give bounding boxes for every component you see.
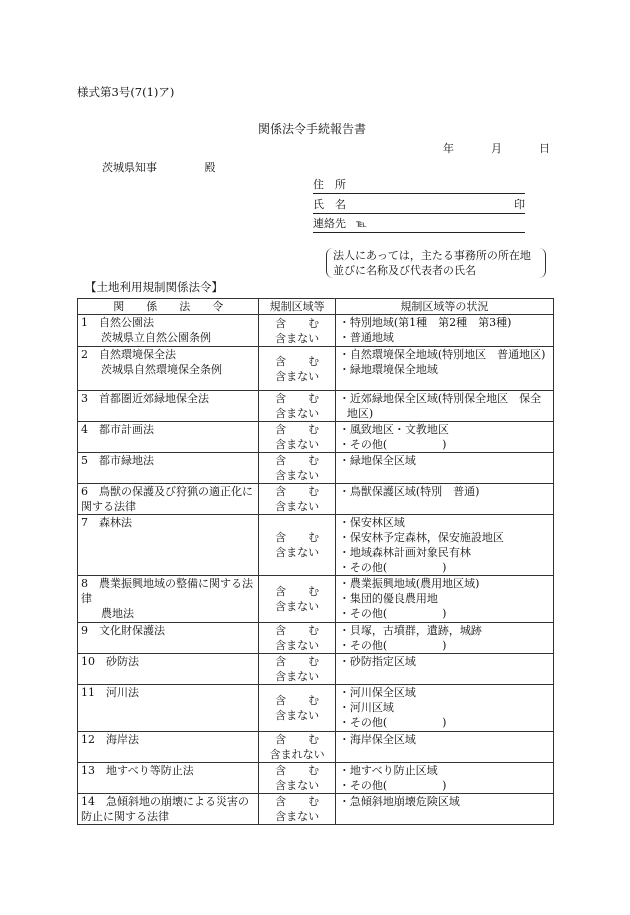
table-row (78, 794, 554, 825)
option-not-contains[interactable]: 含まない (275, 810, 320, 823)
law-cell (78, 515, 259, 576)
law-cell (78, 422, 259, 453)
contact-field[interactable] (313, 216, 525, 233)
option-not-contains[interactable]: 含まない (275, 369, 320, 383)
option-contains[interactable]: 含 む (275, 585, 320, 598)
status-cell (335, 685, 553, 732)
law-cell (78, 347, 259, 391)
option-contains[interactable]: 含 む (275, 733, 320, 746)
law-name: 8 農業振興地域の整備に関する法律 (81, 577, 253, 605)
option-not-contains[interactable]: 含まない (275, 600, 320, 613)
law-name: 2 自然環境保全法 (81, 348, 176, 361)
table-row (78, 315, 554, 347)
table-row (78, 654, 554, 685)
category-cell (259, 654, 335, 685)
area-item: ・その他( ) (338, 607, 447, 620)
law-name: 1 自然公園法 (81, 316, 154, 329)
option-not-contains[interactable]: 含まない (275, 546, 320, 559)
area-item: ・保安林区域 (338, 516, 405, 529)
table-row (78, 623, 554, 654)
area-item: ・近郊緑地保全区域(特別保全地区 保全地区) (338, 392, 542, 420)
status-cell (335, 576, 553, 623)
law-cell (78, 763, 259, 794)
law-name: 3 首都圏近郊緑地保全法 (81, 392, 209, 405)
category-cell (259, 484, 335, 515)
category-cell (259, 347, 335, 391)
date-line (443, 141, 550, 156)
law-cell (78, 484, 259, 515)
table-row (78, 347, 554, 391)
area-item: ・地域森林計画対象民有林 (338, 546, 471, 559)
category-cell (259, 453, 335, 484)
contact-label: 連絡先 ℡ (313, 217, 367, 230)
option-not-contains[interactable]: 含まない (275, 407, 320, 420)
law-name: 9 文化財保護法 (81, 624, 165, 637)
area-item: ・地すべり防止区域 (338, 764, 438, 777)
status-cell (335, 347, 553, 391)
category-cell (259, 422, 335, 453)
option-not-contains[interactable]: 含まない (275, 639, 320, 652)
status-cell (335, 654, 553, 685)
tel-icon: ℡ (356, 219, 367, 230)
table-row (78, 732, 554, 763)
status-cell (335, 623, 553, 654)
area-item: ・その他( ) (338, 779, 447, 792)
law-cell (78, 623, 259, 654)
option-contains[interactable]: 含 む (275, 392, 320, 405)
header-category: 規制区域等 (259, 299, 335, 315)
table-row (78, 763, 554, 794)
status-cell (335, 732, 553, 763)
category-cell (259, 576, 335, 623)
law-cell (78, 453, 259, 484)
area-item: ・急傾斜地崩壊危険区域 (338, 795, 460, 808)
area-item: ・自然環境保全地域(特別地区 普通地区) (338, 348, 546, 361)
option-contains[interactable]: 含 む (275, 694, 320, 707)
option-contains[interactable]: 含 む (275, 485, 320, 498)
law-name: 6 鳥獣の保護及び狩猟の適正化に関する法律 (81, 485, 253, 513)
option-contains[interactable]: 含 む (275, 354, 320, 368)
area-item: ・普通地域 (338, 331, 394, 344)
name-field[interactable] (313, 197, 525, 214)
status-cell (335, 484, 553, 515)
option-contains[interactable]: 含 む (275, 655, 320, 668)
category-cell (259, 515, 335, 576)
law-name: 12 海岸法 (81, 733, 139, 746)
header-law: 関 係 法 令 (78, 299, 259, 315)
law-cell (78, 315, 259, 347)
area-item: ・貝塚，古墳群，遺跡，城跡 (338, 624, 482, 637)
law-sub-name: 茨城県自然環境保全条例 (101, 363, 222, 376)
option-contains[interactable]: 含 む (275, 454, 320, 467)
area-item: ・風致地区・文教地区 (338, 423, 449, 436)
name-label: 氏 名 (313, 198, 346, 211)
category-cell (259, 794, 335, 825)
law-name: 11 河川法 (81, 686, 139, 699)
area-item: ・保安林予定森林，保安施設地区 (338, 531, 504, 544)
addressee-honorific: 殿 (204, 161, 216, 174)
table-row (78, 484, 554, 515)
law-name: 10 砂防法 (81, 655, 139, 668)
area-item: ・緑地環境保全地域 (338, 363, 438, 376)
date-year: 年 (443, 142, 454, 155)
law-name: 14 急傾斜地の崩壊による災害の防止に関する法律 (81, 795, 249, 823)
law-name: 7 森林法 (81, 516, 132, 529)
table-header-row (78, 299, 554, 315)
area-item: ・砂防指定区域 (338, 655, 416, 668)
area-item: ・緑地保全区域 (338, 454, 416, 467)
option-not-contains[interactable]: 含まない (275, 331, 320, 345)
option-contains[interactable]: 含 む (275, 795, 320, 808)
option-not-contains[interactable]: 含まない (275, 709, 320, 722)
option-contains[interactable]: 含 む (275, 316, 320, 330)
area-item: ・その他( ) (338, 639, 447, 652)
status-cell (335, 763, 553, 794)
law-cell (78, 794, 259, 825)
header-status: 規制区域等の状況 (335, 299, 553, 315)
table-row (78, 453, 554, 484)
option-not-contains[interactable]: 含まない (275, 469, 320, 482)
option-not-contains[interactable]: 含まれない (269, 748, 325, 761)
category-cell (259, 623, 335, 654)
option-not-contains[interactable]: 含まない (275, 438, 320, 451)
option-not-contains[interactable]: 含まない (275, 779, 320, 792)
category-cell (259, 732, 335, 763)
section-title: 【土地利用規制関係法令】 (85, 280, 223, 294)
table-body (78, 315, 554, 825)
option-contains[interactable]: 含 む (275, 624, 320, 637)
law-cell (78, 576, 259, 623)
law-table (77, 298, 554, 825)
table-row (78, 422, 554, 453)
addressee-name: 茨城県知事 (102, 161, 157, 174)
law-cell (78, 685, 259, 732)
area-item: ・その他( ) (338, 438, 447, 451)
area-item: ・集団的優良農用地 (338, 592, 438, 605)
category-cell (259, 685, 335, 732)
law-name: 5 都市緑地法 (81, 454, 154, 467)
seal-mark: 印 (514, 198, 525, 211)
law-sub-name: 農地法 (101, 607, 134, 620)
area-item: ・その他( ) (338, 716, 447, 729)
table-row (78, 685, 554, 732)
form-number: 様式第3号(7(1)ア) (77, 85, 175, 99)
option-contains[interactable]: 含 む (275, 423, 320, 436)
corporate-note: 法人にあっては，主たる事務所の所在地並びに名称及び代表者の氏名 (326, 248, 546, 278)
table-row (78, 515, 554, 576)
status-cell (335, 515, 553, 576)
area-item: ・河川保全区域 (338, 686, 416, 699)
status-cell (335, 315, 553, 347)
law-sub-name: 茨城県立自然公園条例 (101, 331, 211, 344)
option-not-contains[interactable]: 含まない (275, 500, 320, 513)
option-contains[interactable]: 含 む (275, 531, 320, 544)
law-cell (78, 654, 259, 685)
area-item: ・海岸保全区域 (338, 733, 416, 746)
area-item: ・特別地域(第1種 第2種 第3種) (338, 316, 512, 329)
law-name: 13 地すべり等防止法 (81, 764, 194, 777)
address-label: 住 所 (313, 178, 346, 191)
area-item: ・鳥獣保護区域(特別 普通) (338, 485, 480, 498)
address-field[interactable] (313, 177, 525, 194)
law-name: 4 都市計画法 (81, 423, 154, 436)
area-item: ・農業振興地域(農用地区域) (338, 577, 480, 590)
addressee (102, 160, 216, 175)
status-cell (335, 453, 553, 484)
option-not-contains[interactable]: 含まない (275, 670, 320, 683)
law-cell (78, 732, 259, 763)
table-row (78, 576, 554, 623)
law-cell (78, 391, 259, 422)
date-day: 日 (539, 142, 550, 155)
date-month: 月 (491, 142, 502, 155)
category-cell (259, 763, 335, 794)
status-cell (335, 422, 553, 453)
table-row (78, 391, 554, 422)
area-item: ・その他( ) (338, 561, 447, 574)
status-cell (335, 794, 553, 825)
area-item: ・河川区域 (338, 701, 394, 714)
page-title: 関係法令手続報告書 (258, 122, 367, 136)
category-cell (259, 391, 335, 422)
option-contains[interactable]: 含 む (275, 764, 320, 777)
status-cell (335, 391, 553, 422)
category-cell (259, 315, 335, 347)
